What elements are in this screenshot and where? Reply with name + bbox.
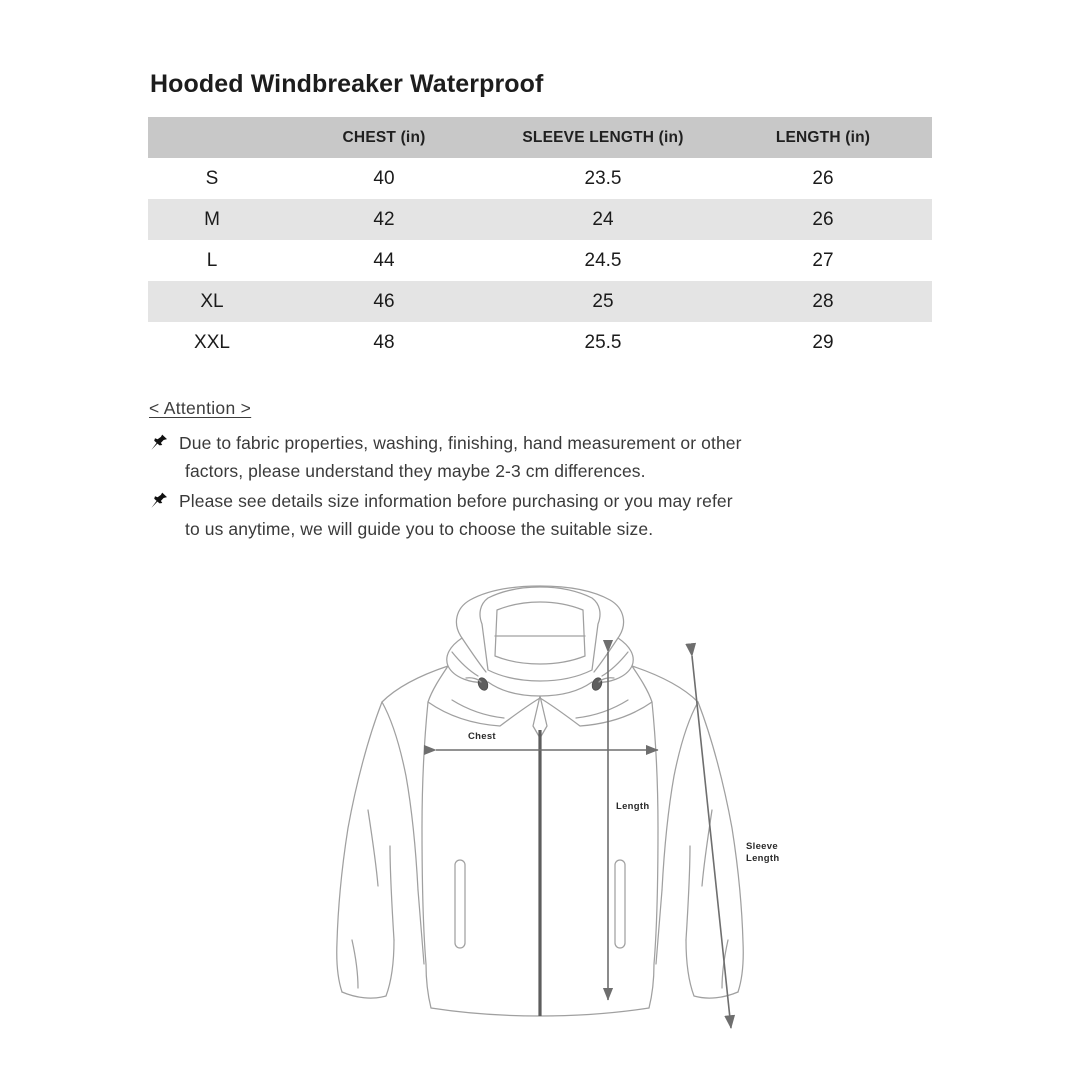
page-title: Hooded Windbreaker Waterproof: [150, 70, 544, 98]
cell-length: 29: [812, 331, 834, 353]
cell-chest: 44: [373, 249, 395, 271]
column-header-length: LENGTH (in): [775, 128, 871, 146]
cell-sleeve: 24.5: [584, 249, 622, 271]
sleeve-length-label-line2: Length: [746, 853, 780, 864]
attention-note: [149, 429, 939, 485]
cell-size: L: [206, 249, 218, 271]
table-row: [148, 322, 932, 363]
attention-note-line2: to us anytime, we will guide you to choose the suitable size.: [185, 519, 654, 539]
cell-length: 26: [812, 208, 834, 230]
chest-label: Chest: [468, 731, 496, 742]
pocket-left: [455, 860, 465, 948]
table-body: [148, 158, 932, 363]
cell-length: 26: [812, 167, 834, 189]
cell-chest: 42: [373, 208, 395, 230]
table-row: [148, 281, 932, 322]
cell-size: S: [205, 167, 219, 189]
cell-sleeve: 24: [592, 208, 614, 230]
cell-chest: 46: [373, 290, 395, 312]
column-header-sleeve-length: SLEEVE LENGTH (in): [522, 128, 684, 146]
pocket-right: [615, 860, 625, 948]
attention-note-line1: Due to fabric properties, washing, finishing, hand measurement or other: [179, 433, 742, 453]
attention-note: [149, 487, 939, 543]
cell-chest: 48: [373, 331, 395, 353]
pushpin-icon: [149, 429, 179, 453]
column-header-chest: CHEST (in): [342, 128, 426, 146]
cell-length: 28: [812, 290, 834, 312]
attention-note-line1: Please see details size information before purchasing or you may refer: [179, 491, 733, 511]
table-row: [148, 240, 932, 281]
sleeve-length-measure-arrow: [692, 656, 731, 1028]
drawstring-eyelet-left: [476, 676, 489, 691]
length-label: Length: [616, 801, 650, 812]
cell-size: XL: [200, 290, 224, 312]
jacket-diagram: [0, 560, 1080, 1074]
table-header-row: [148, 117, 932, 158]
cell-sleeve: 25: [592, 290, 614, 312]
attention-note-text: [179, 429, 742, 485]
attention-note-text: [179, 487, 733, 543]
table-row: [148, 199, 932, 240]
table-row: [148, 158, 932, 199]
sleeve-length-label-line1: Sleeve: [746, 841, 778, 852]
cell-sleeve: 25.5: [584, 331, 622, 353]
size-chart-table: [148, 117, 932, 363]
cell-sleeve: 23.5: [584, 167, 622, 189]
cell-length: 27: [812, 249, 834, 271]
attention-section: [149, 398, 939, 543]
attention-heading: < Attention >: [149, 398, 252, 418]
cell-chest: 40: [373, 167, 395, 189]
cell-size: XXL: [194, 331, 230, 353]
sleeve-length-label: [746, 841, 779, 865]
cell-size: M: [204, 208, 220, 230]
table-header: [148, 117, 932, 158]
column-header-size: [148, 117, 276, 158]
pushpin-icon: [149, 487, 179, 511]
attention-note-line2: factors, please understand they maybe 2-3 cm differences.: [185, 461, 646, 481]
drawstring-eyelet-right: [590, 676, 603, 691]
